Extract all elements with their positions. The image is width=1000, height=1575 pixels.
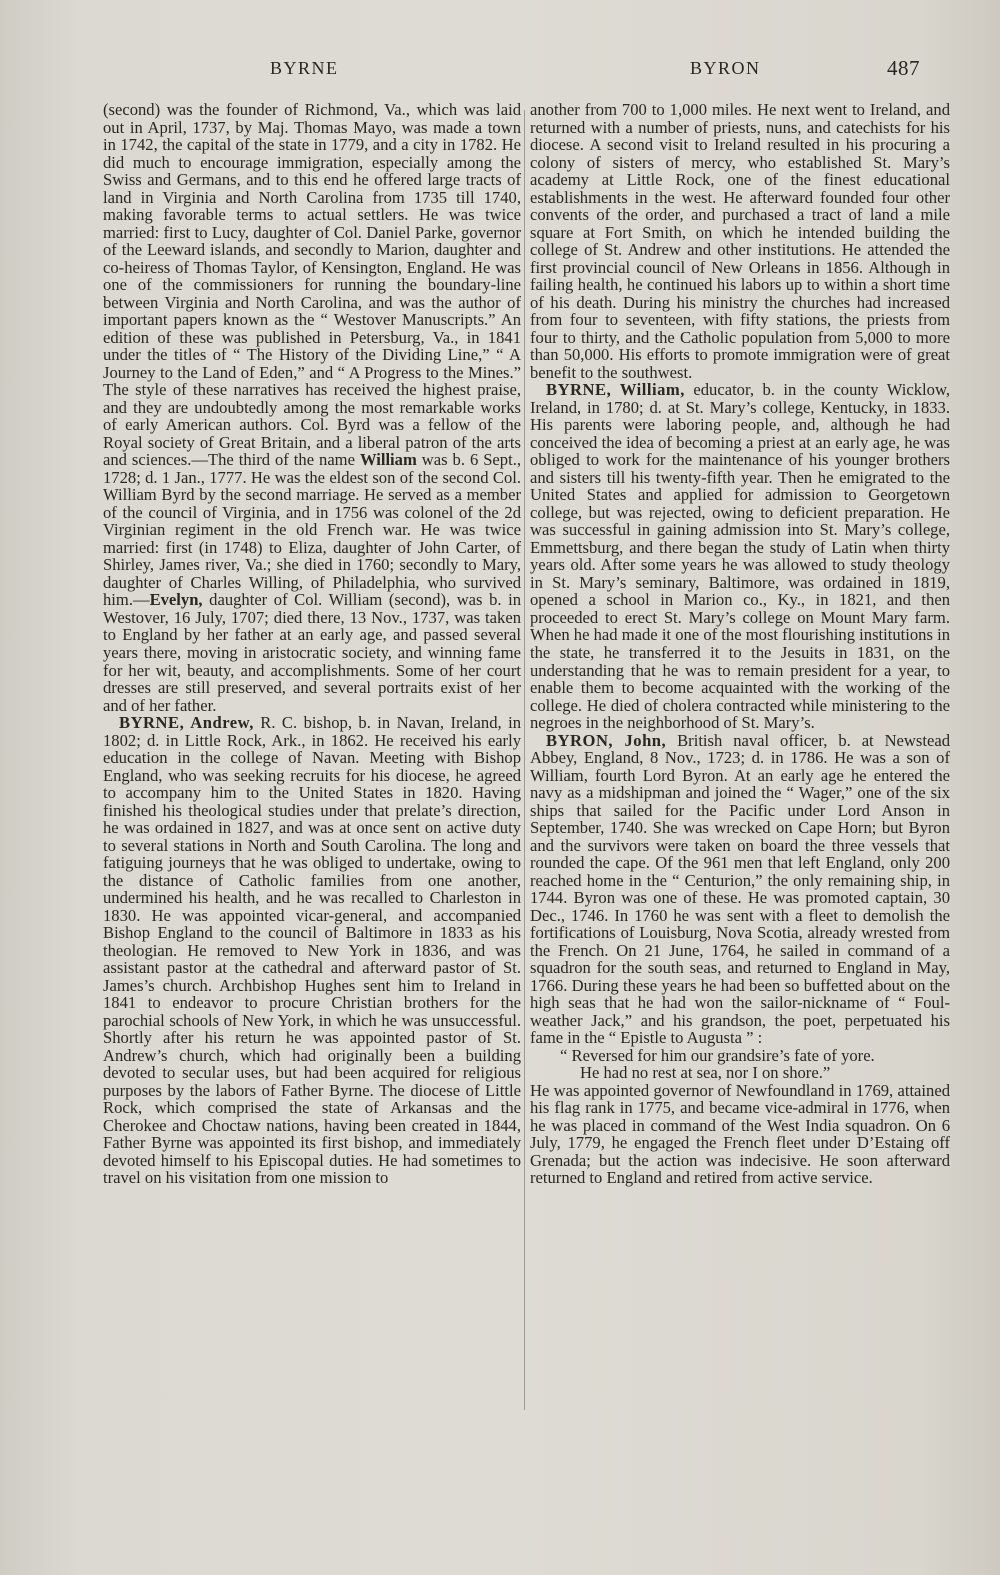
entry-byron-john (530, 732, 950, 1047)
page-number: 487 (887, 56, 920, 80)
evelyn-byrd-name: Evelyn, (149, 590, 203, 610)
entry-body: R. C. bishop, b. in Navan, Ireland, in 1802; d. in Little Rock, Ark., in 1862. He received his early education in the college of Navan. Meeting with Bishop England, who was seeking recruits for his diocese, he agreed to accompany him to the United States in 1820. Having finished his theological studies under that prelate’s direction, he was ordained in 1827, and was at once sent on active duty to several stations in North and South Carolina. The long and fatiguing journeys that he was obliged to undertake, owing to the distance of Catholic families from one another, undermined his health, and he was recalled to Charleston in 1830. He was appointed vicar-general, and accompanied Bishop England to the council of Baltimore in 1833 as his theologian. He removed to New York in 1836, and was assistant pastor at the cathedral and afterward pastor of St. James’s church. Archbishop Hughes sent him to Ireland in 1841 to endeavor to procure Christian brothers for the parochial schools of New York, in which he was unsuccessful. Shortly after his return he was appointed pastor of St. Andrew’s church, which had originally been a building devoted to secular uses, but had been acquired for religious purposes by the labors of Father Byrne. The diocese of Little Rock, which comprised the state of Arkansas and the Cherokee and Choctaw nations, having been created in 1844, Father Byrne was appointed its first bishop, and immediately devoted himself to his Episcopal duties. He had sometimes to travel on his visitation from one mission to (103, 713, 521, 1188)
header-left-guide-word: BYRNE (270, 58, 339, 78)
william-byrd-text: was b. 6 Sept., 1728; d. 1 Jan., 1777. He was the eldest son of the second Col. William Byrd by the second marriage. He served as a member of the council of Virginia, and in 1756 was colonel of the 2d Virginian regiment in the old French war. He was twice married: first (in 1748) to Eliza, daughter of John Carter, of Shirley, James river, Va.; she died in 1760; secondly to Mary, daughter of Charles Willing, of Philadelphia, who survived him.— (103, 450, 521, 610)
entry-headword: BYRNE, William, (546, 380, 685, 400)
william-byrd-name: William (359, 450, 417, 470)
left-column (103, 101, 521, 1187)
entry-byrne-william (530, 381, 950, 731)
entry-body: British naval officer, b. at Newstead Abbey, England, 8 Nov., 1723; d. in 1786. He was a son of William, fourth Lord Byron. At an early age he entered the navy as a midshipman and joined the “ Wager,” one of the six ships that sailed for the Pacific under Lord Anson in September, 1740. She was wrecked on Cape Horn; but Byron and the survivors were taken on board the three vessels that rounded the cape. Of the 961 men that left England, only 200 reached home in the “ Centurion,” the only remaining ship, in 1744. Byron was one of these. He was promoted captain, 30 Dec., 1746. In 1760 he was sent with a fleet to demolish the fortifications of Louisburg, Nova Scotia, already wrested from the French. On 21 June, 1764, he sailed in command of a squadron for the south seas, and returned to England in May, 1766. During these years he had been so buffetted about on the high seas that he had won the sailor-nickname of “ Foul-weather Jack,” and his grandson, the poet, perpetuated his fame in the “ Epistle to Augusta ” : (530, 730, 951, 1048)
header-right-guide-word: BYRON (690, 58, 761, 78)
entry-headword: BYRON, John, (546, 730, 667, 750)
verse-line: He had no rest at sea, nor I on shore.” (580, 1063, 831, 1083)
byrd-continuation-text: (second) was the founder of Richmond, Va., which was laid out in April, 1737, by Maj. Thomas Mayo, was made a town in 1742, the capital of the state in 1779, and a city in 1782. He did much to encourage immigration, especially among the Swiss and Germans, and to this end he offered large tracts of land in Virginia and North Carolina from 1735 till 1740, making favorable terms to actual settlers. He was twice married: first to Lucy, daughter of Col. Daniel Parke, governor of the Leeward islands, and secondly to Marion, daughter and co-heiress of Thomas Taylor, of Kensington, England. He was one of the commissioners for running the boundary-line between Virginia and North Carolina, and was the author of important papers known as the “ Westover Manuscripts.” An edition of these was published in Petersburg, Va., in 1841 under the titles of “ The History of the Dividing Line,” “ A Journey to the Land of Eden,” and “ A Progress to the Mines.” The style of these narratives has received the highest praise, and they are undoubtedly among the most remarkable works of early American authors. Col. Byrd was a fellow of the Royal society of Great Britain, and a liberal patron of the arts and sciences.—The third of the name (103, 100, 521, 470)
byrd-entry-continuation (103, 101, 521, 714)
entry-headword: BYRNE, Andrew, (119, 713, 254, 733)
running-header (0, 58, 1000, 88)
column-divider (524, 110, 525, 1410)
verse-line: “ Reversed for him our grandsire’s fate of yore. (560, 1045, 875, 1065)
entry-byrne-andrew (103, 714, 521, 1187)
right-column (530, 101, 950, 1187)
andrew-entry-continuation: another from 700 to 1,000 miles. He next went to Ireland, and returned with a number of priests, nuns, and catechists for his diocese. A second visit to Ireland resulted in his procuring a colony of sisters of mercy, who established St. Mary’s academy at Little Rock, one of the finest educational establishments in the west. He afterward founded four other convents of the order, and purchased a tract of land a mile square at Fort Smith, on which he intended building the college of St. Andrew and other institutions. He attended the first provincial council of New Orleans in 1856. Although in failing health, he continued his labors up to within a short time of his death. During his ministry the churches had increased from four to seventeen, with fifty stations, the priests from four to thirty, and the Catholic population from 5,000 to more than 50,000. His efforts to promote immigration were of great benefit to the southwest. (530, 100, 950, 382)
byron-entry-closing: He was appointed governor of Newfoundland in 1769, attained his flag rank in 1775, and became vice-admiral in 1776, when he was placed in command of the West India squadron. On 6 July, 1779, he engaged the French fleet under D’Estaing off Grenada; but the action was indecisive. He soon afterward returned to England and retired from active service. (530, 1080, 950, 1188)
entry-body: educator, b. in the county Wicklow, Ireland, in 1780; d. at St. Mary’s college, Kentucky, in 1833. His parents were laboring people, and, although he had conceived the idea of becoming a priest at an early age, he was obliged to work for the maintenance of his younger brothers and sisters till his twenty-fifth year. Then he emigrated to the United States and applied for admission to Georgetown college, but was rejected, owing to deficient preparation. He was successful in gaining admission into St. Mary’s college, Emmettsburg, and there began the study of Latin when thirty years old. After some years he was allowed to study theology in St. Mary’s seminary, Baltimore, was ordained in 1819, opened a school in Marion co., Ky., in 1821, and then proceeded to erect St. Mary’s college on Mount Mary farm. When he had made it one of the most flourishing institutions in the state, he transferred it to the Jesuits in 1831, on the understanding that he was to remain president for a year, to enable them to become acquainted with the working of the college. He died of cholera contracted while ministering to the negroes in the neighborhood of St. Mary’s. (530, 380, 950, 733)
evelyn-byrd-text: daughter of Col. William (second), was b. in Westover, 16 July, 1707; died there, 13 Nov., 1737, was taken to England by her father at an early age, and passed several years there, moving in aristocratic society, and winning fame for her wit, beauty, and accomplishments. Some of her court dresses are still preserved, and several portraits exist of her and of her father. (103, 590, 521, 715)
